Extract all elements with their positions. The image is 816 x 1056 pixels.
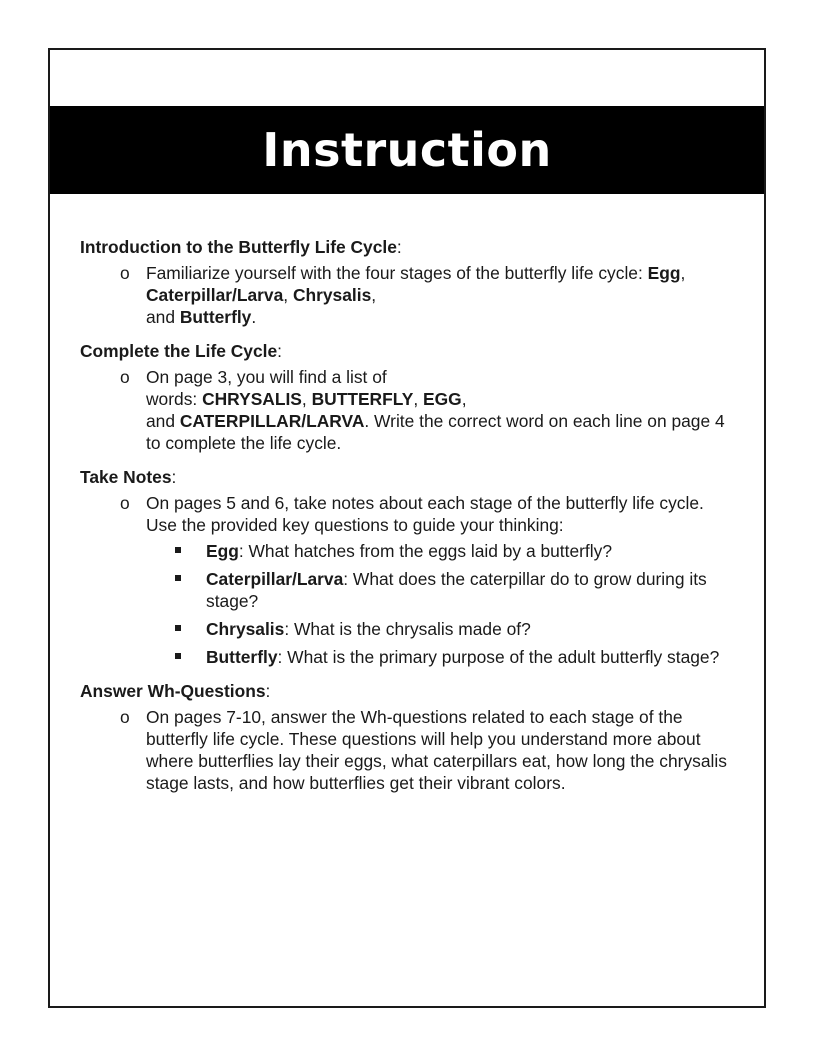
list-item: o On pages 7-10, answer the Wh-questions related to each stage of the butterfly life cycle. These questions will help you understand more about where butterflies lay their eggs, what caterpillars eat, how long the chrysalis stage lasts, and how butterflies get their vibrant colors. bbox=[120, 707, 727, 793]
page-frame bbox=[48, 48, 766, 1008]
circle-bullet-icon: o bbox=[120, 263, 130, 283]
circle-bullet-icon: o bbox=[120, 493, 130, 513]
list-item: o On page 3, you will find a list of words: CHRYSALIS, BUTTERFLY, EGG, and CATERPILLAR/LARVA. Write the correct word on each line on page 4 to complete the life cycle. bbox=[120, 367, 725, 453]
circle-bullet-icon: o bbox=[120, 707, 130, 727]
sub-list-item: Caterpillar/Larva: What does the caterpillar do to grow during its stage? bbox=[206, 568, 736, 612]
section-heading: Complete the Life Cycle: bbox=[80, 341, 282, 361]
square-bullet-icon bbox=[175, 653, 181, 659]
page-title: Instruction bbox=[262, 123, 552, 177]
section-list bbox=[80, 492, 736, 668]
sub-list-item: Butterfly: What is the primary purpose of the adult butterfly stage? bbox=[206, 646, 736, 668]
section-heading: Take Notes: bbox=[80, 467, 177, 487]
instructions-content bbox=[80, 236, 736, 806]
sub-list bbox=[146, 540, 736, 668]
section-heading: Answer Wh-Questions: bbox=[80, 681, 271, 701]
section-complete-life-cycle bbox=[80, 340, 736, 454]
sub-list-item: Chrysalis: What is the chrysalis made of? bbox=[206, 618, 736, 640]
section-list bbox=[80, 366, 736, 454]
square-bullet-icon bbox=[175, 625, 181, 631]
section-heading: Introduction to the Butterfly Life Cycle: bbox=[80, 237, 402, 257]
circle-bullet-icon: o bbox=[120, 367, 130, 387]
title-banner bbox=[50, 106, 764, 194]
section-take-notes bbox=[80, 466, 736, 668]
section-introduction bbox=[80, 236, 736, 328]
list-item: o On pages 5 and 6, take notes about each stage of the butterfly life cycle. Use the provided key questions to guide your thinking: Egg: What hatches from the eggs laid by a butterfly? Caterpillar/Larva: What does the caterpillar do to grow during its stage? Chrysalis: What is the chrysalis made of? Butterfly: What is the primary purpose of the adult butterfly stage? bbox=[146, 492, 736, 668]
square-bullet-icon bbox=[175, 575, 181, 581]
section-answer-wh-questions bbox=[80, 680, 736, 794]
section-list bbox=[80, 706, 736, 794]
square-bullet-icon bbox=[175, 547, 181, 553]
list-item: o Familiarize yourself with the four stages of the butterfly life cycle: Egg, Caterpillar/Larva, Chrysalis, and Butterfly. bbox=[120, 263, 686, 327]
sub-list-item: Egg: What hatches from the eggs laid by a butterfly? bbox=[206, 540, 736, 562]
section-list bbox=[80, 262, 736, 328]
